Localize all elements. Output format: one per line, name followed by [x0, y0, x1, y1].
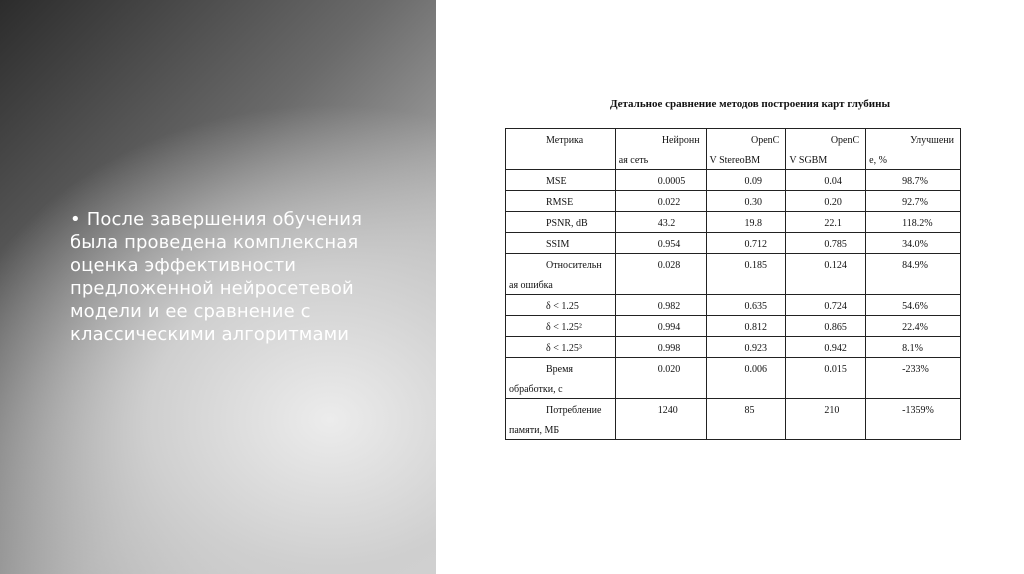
sgbm-value-cell: 0.942 [786, 337, 866, 358]
improvement-cell: 22.4% [866, 316, 961, 337]
table-row [506, 358, 961, 399]
sgbm-value-cell: 0.20 [786, 191, 866, 212]
table-row [506, 191, 961, 212]
bm-value-cell: 0.09 [706, 170, 786, 191]
table-header-row [506, 129, 961, 170]
header-cell-bm: OpenC V StereoBM [706, 129, 786, 170]
improvement-cell: 8.1% [866, 337, 961, 358]
bm-value-cell: 85 [706, 399, 786, 440]
improvement-cell: -1359% [866, 399, 961, 440]
metric-cell: Время обработки, с [506, 358, 616, 399]
bm-value-cell: 0.635 [706, 295, 786, 316]
sgbm-value-cell: 0.785 [786, 233, 866, 254]
table-row [506, 170, 961, 191]
nn-value-cell: 0.954 [615, 233, 706, 254]
nn-value-cell: 0.020 [615, 358, 706, 399]
metric-cell: δ < 1.25³ [506, 337, 616, 358]
sgbm-value-cell: 0.124 [786, 254, 866, 295]
metric-cell: δ < 1.25 [506, 295, 616, 316]
bullet-text: После завершения обучения была проведена комплексная оценка эффективности предложенной нейросетевой модели и ее сравнение с классическими алгоритмами [70, 209, 363, 345]
improvement-cell: 98.7% [866, 170, 961, 191]
sgbm-value-cell: 0.724 [786, 295, 866, 316]
slide-left-panel [0, 0, 436, 574]
nn-value-cell: 0.998 [615, 337, 706, 358]
bm-value-cell: 0.185 [706, 254, 786, 295]
metric-cell: δ < 1.25² [506, 316, 616, 337]
bm-value-cell: 0.30 [706, 191, 786, 212]
improvement-cell: 118.2% [866, 212, 961, 233]
improvement-cell: -233% [866, 358, 961, 399]
nn-value-cell: 0.994 [615, 316, 706, 337]
table-row [506, 233, 961, 254]
sgbm-value-cell: 0.04 [786, 170, 866, 191]
nn-value-cell: 43.2 [615, 212, 706, 233]
table-row [506, 337, 961, 358]
table-row [506, 254, 961, 295]
table-row [506, 295, 961, 316]
header-cell-metric: Метрика [506, 129, 616, 170]
sgbm-value-cell: 210 [786, 399, 866, 440]
table-row [506, 316, 961, 337]
bm-value-cell: 0.812 [706, 316, 786, 337]
nn-value-cell: 0.982 [615, 295, 706, 316]
bullet-icon: • [70, 209, 81, 230]
table-title: Детальное сравнение методов построения карт глубины [609, 98, 891, 110]
metric-cell: Потребление памяти, МБ [506, 399, 616, 440]
table-body [506, 129, 961, 440]
metric-cell: MSE [506, 170, 616, 191]
sgbm-value-cell: 22.1 [786, 212, 866, 233]
header-cell-improvement: Улучшени е, % [866, 129, 961, 170]
bm-value-cell: 19.8 [706, 212, 786, 233]
metric-cell: SSIM [506, 233, 616, 254]
metric-cell: RMSE [506, 191, 616, 212]
improvement-cell: 92.7% [866, 191, 961, 212]
bm-value-cell: 0.712 [706, 233, 786, 254]
nn-value-cell: 1240 [615, 399, 706, 440]
nn-value-cell: 0.022 [615, 191, 706, 212]
improvement-cell: 84.9% [866, 254, 961, 295]
header-cell-sgbm: OpenC V SGBM [786, 129, 866, 170]
metric-cell: PSNR, dB [506, 212, 616, 233]
bm-value-cell: 0.923 [706, 337, 786, 358]
improvement-cell: 34.0% [866, 233, 961, 254]
header-cell-nn: Нейронн ая сеть [615, 129, 706, 170]
slide-bullet [70, 208, 370, 346]
nn-value-cell: 0.0005 [615, 170, 706, 191]
metric-cell: Относительн ая ошибка [506, 254, 616, 295]
sgbm-value-cell: 0.865 [786, 316, 866, 337]
sgbm-value-cell: 0.015 [786, 358, 866, 399]
comparison-table [505, 128, 961, 440]
table-row [506, 212, 961, 233]
improvement-cell: 54.6% [866, 295, 961, 316]
table-row [506, 399, 961, 440]
nn-value-cell: 0.028 [615, 254, 706, 295]
bm-value-cell: 0.006 [706, 358, 786, 399]
